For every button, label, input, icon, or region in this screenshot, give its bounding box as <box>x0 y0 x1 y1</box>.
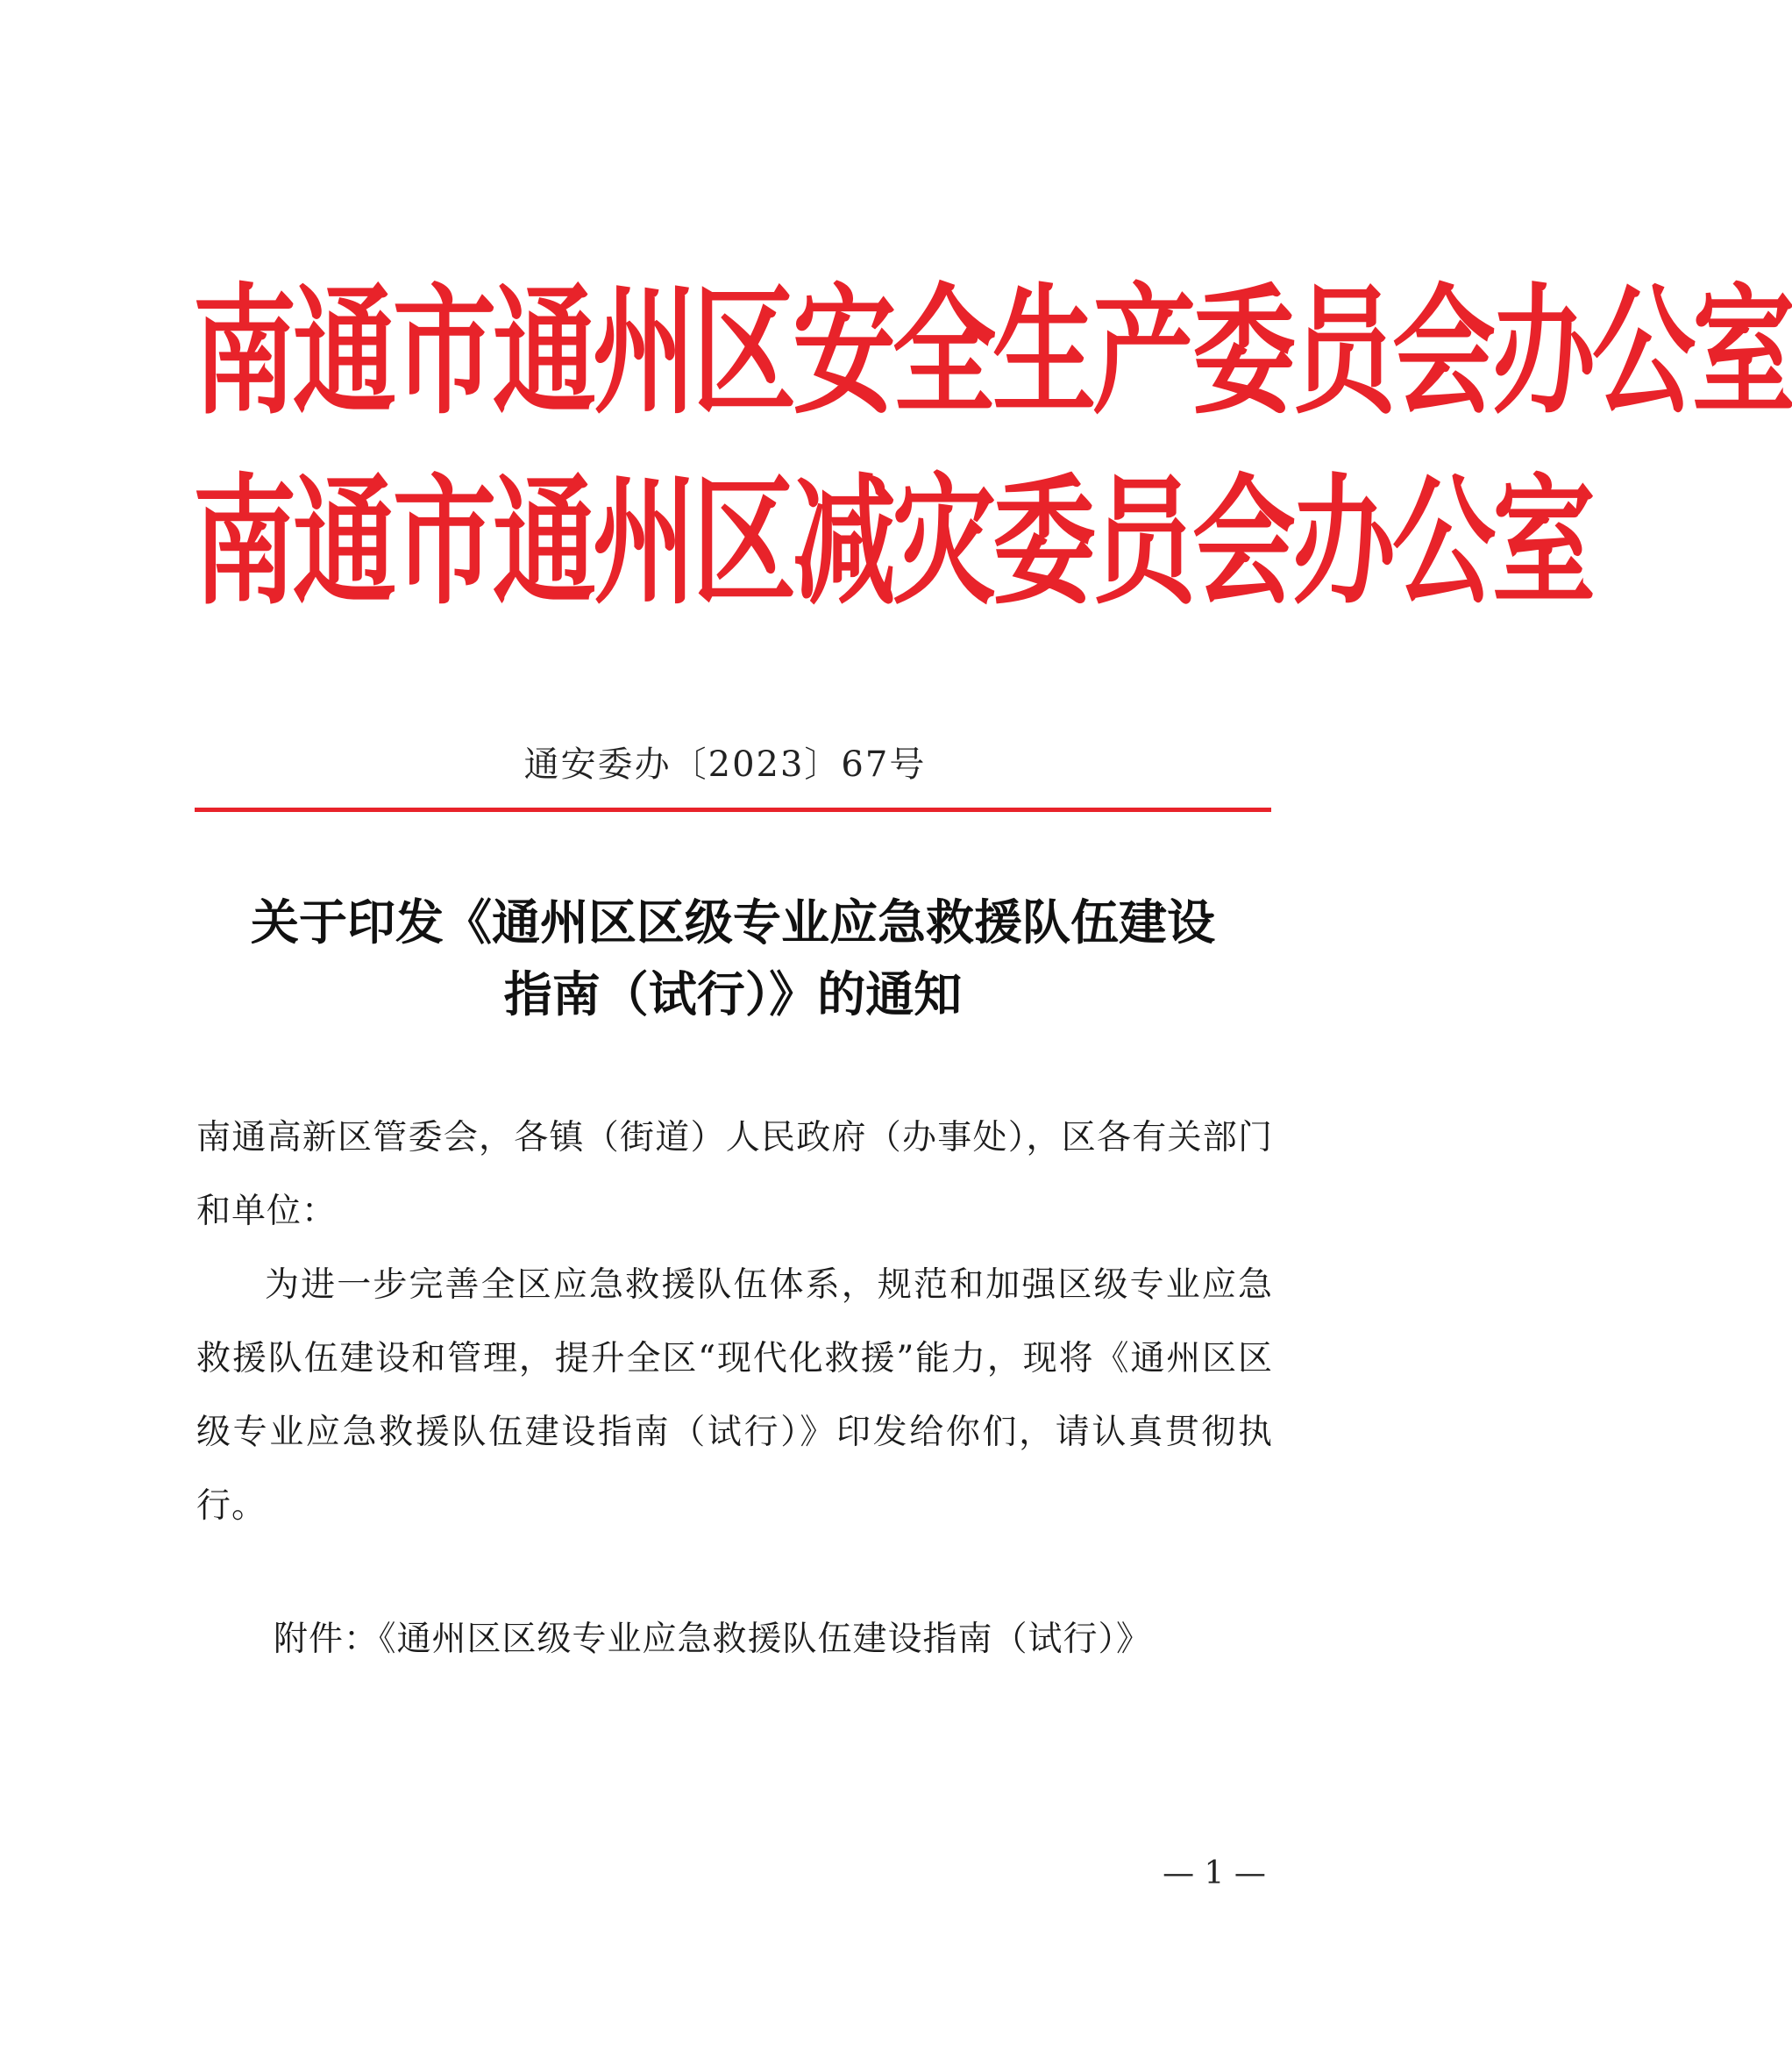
notice-title-line-2: 指南（试行）》的通知 <box>503 965 963 1022</box>
page-number: — 1 — <box>1163 1855 1266 1891</box>
body-paragraph: 为进一步完善全区应急救援队伍体系，规范和加强区级专业应急救援队伍建设和管理，提升全区“现代化救援”能力，现将《通州区区级专业应急救援队伍建设指南（试行）》印发给你们，请认真贯彻执行。 <box>196 1265 1273 1526</box>
notice-title-line-1: 关于印发《通州区区级专业应急救援队伍建设 <box>250 894 1215 951</box>
red-separator-line <box>195 808 1271 812</box>
attachment-line: 附件：《通州区区级专业应急救援队伍建设指南（试行）》 <box>274 1620 1152 1659</box>
notice-body <box>196 1101 1273 1543</box>
issuer-heading-safety-committee: 南通市通州区安全生产委员会办公室 <box>193 268 1792 434</box>
document-number: 通安委办〔2023〕67号 <box>523 744 927 785</box>
issuer-heading-disaster-committee: 南通市通州区减灾委员会办公室 <box>193 459 1593 624</box>
addressee: 南通高新区管委会，各镇（街道）人民政府（办事处），区各有关部门和单位： <box>196 1118 1273 1231</box>
